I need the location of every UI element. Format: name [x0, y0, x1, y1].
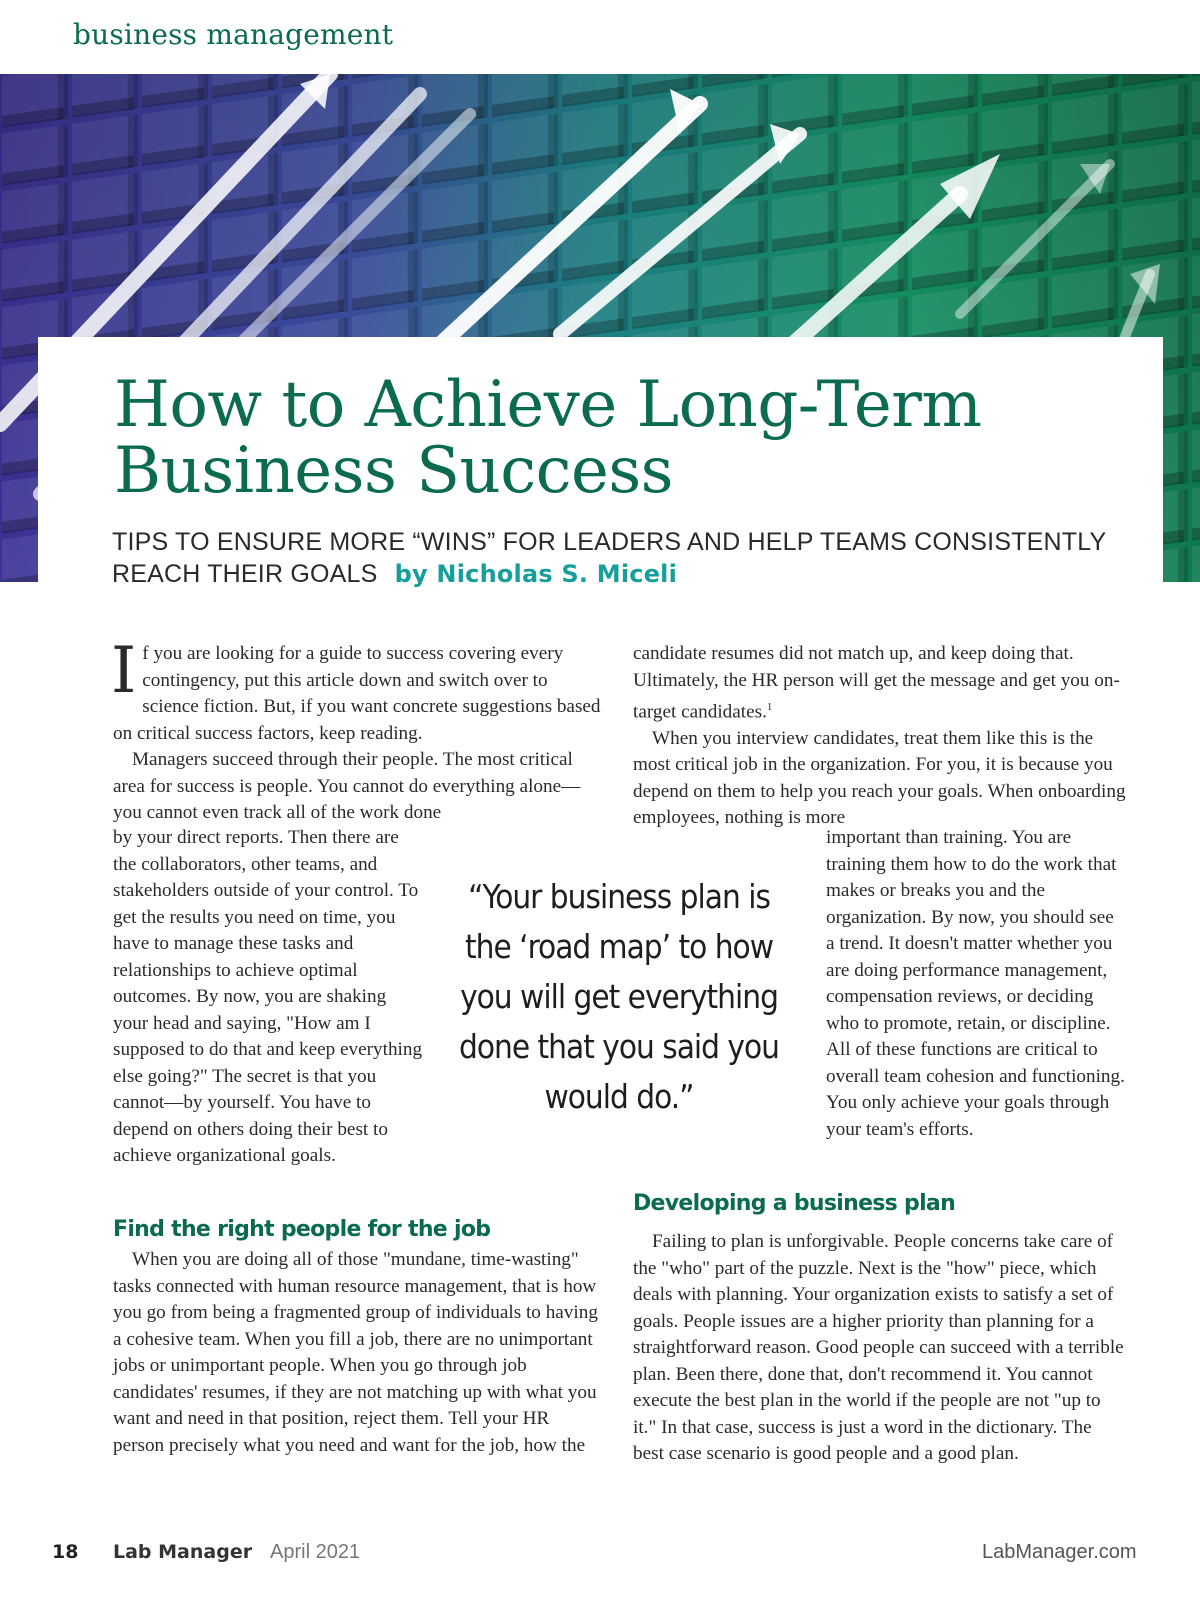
column-1-top [111, 634, 605, 827]
drop-cap: I [111, 634, 137, 708]
continued-text: candidate resumes did not match up, and keep doing that. Ultimately, the HR person will get the message and get you on-target candidates. [633, 643, 1120, 723]
footnote-ref: 1 [766, 701, 773, 713]
column-2-top [633, 641, 1127, 832]
section-2-paragraph: Failing to plan is unforgivable. People concerns take care of the "who" part of the puzzle. Next is the "how" piece, which deals with planning. Your organization exists to satisfy a set of goals. People issues are a higher priority than planning for a straightforward reason. Good people can succeed with a terrible plan. Been there, done that, don't recommend it. You cannot execute the best plan in the world if the people are not "up to it." In that case, success is just a word in the dictionary. The best case scenario is good people and a good plan. [633, 1231, 1124, 1464]
section-label: business management [73, 18, 394, 51]
intro-paragraph [111, 634, 605, 747]
article-deck [112, 526, 1132, 590]
deck-text: TIPS TO ENSURE MORE “WINS” FOR LEADERS AND HELP TEAMS CONSISTENTLY REACH THEIR GOALS [112, 528, 1106, 588]
article-title-line-2: Business Success [114, 434, 673, 508]
continued-paragraph [633, 641, 1127, 726]
pull-quote: “Your business plan is the ‘road map’ to how you will get everything done that you said you would do.” [459, 877, 779, 1116]
subhead-find-right-people: Find the right people for the job [113, 1217, 491, 1242]
website-link[interactable]: LabManager.com [982, 1541, 1137, 1563]
page-number: 18 [52, 1541, 79, 1563]
interview-paragraph-wide: When you interview candidates, treat them like this is the most critical job in the organization. For you, it is because you depend on them to help you reach your goals. When onboarding employees, nothing is more [633, 727, 1126, 829]
subhead-business-plan: Developing a business plan [633, 1191, 956, 1216]
column-2-bottom [633, 1229, 1127, 1468]
interview-paragraph-narrow: important than training. You are training them how to do the work that makes or breaks you and the organization. By now, you should see a trend. It doesn't matter whether you are doing performance management, compensation reviews, or deciding who to promote, retain, or discipline. All of these functions are critical to overall team cohesion and functioning. You only achieve your goals through your team's efforts. [826, 827, 1125, 1140]
article-title-line-1: How to Achieve Long-Term [114, 368, 982, 442]
article-title [114, 368, 1114, 508]
intro-text: f you are looking for a guide to success covering every contingency, put this article down and switch over to science fiction. But, if you want concrete suggestions based on critical success factors, keep reading. [113, 643, 601, 744]
section-1-paragraph: When you are doing all of those "mundane, time-wasting" tasks connected with human resource management, that is how you go from being a fragmented group of individuals to having a cohesive team. When you fill a job, there are no unimportant jobs or unimportant people. When you go through job candidates' resumes, if they are not matching up with what you want and need in that position, reject them. Tell your HR person precisely what you need and want for the job, how the [113, 1249, 598, 1456]
magazine-name: Lab Manager [113, 1541, 253, 1563]
byline: by Nicholas S. Miceli [394, 560, 678, 588]
column-2-narrow [826, 825, 1126, 1143]
issue-date: April 2021 [270, 1541, 361, 1563]
column-1-bottom [113, 1247, 605, 1459]
paragraph-2-wide: Managers succeed through their people. The most critical area for success is people. You cannot do everything alone—you cannot even track all of the work done [113, 749, 581, 823]
column-1-narrow [113, 825, 423, 1170]
paragraph-2-narrow: by your direct reports. Then there are the collaborators, other teams, and stakeholders outside of your control. To get the results you need on time, you have to manage these tasks and relationships to achieve optimal outcomes. By now, you are shaking your head and saying, "How am I supposed to do that and keep everything else going?" The secret is that you cannot—by yourself. You have to depend on others doing their best to achieve organizational goals. [113, 827, 423, 1166]
